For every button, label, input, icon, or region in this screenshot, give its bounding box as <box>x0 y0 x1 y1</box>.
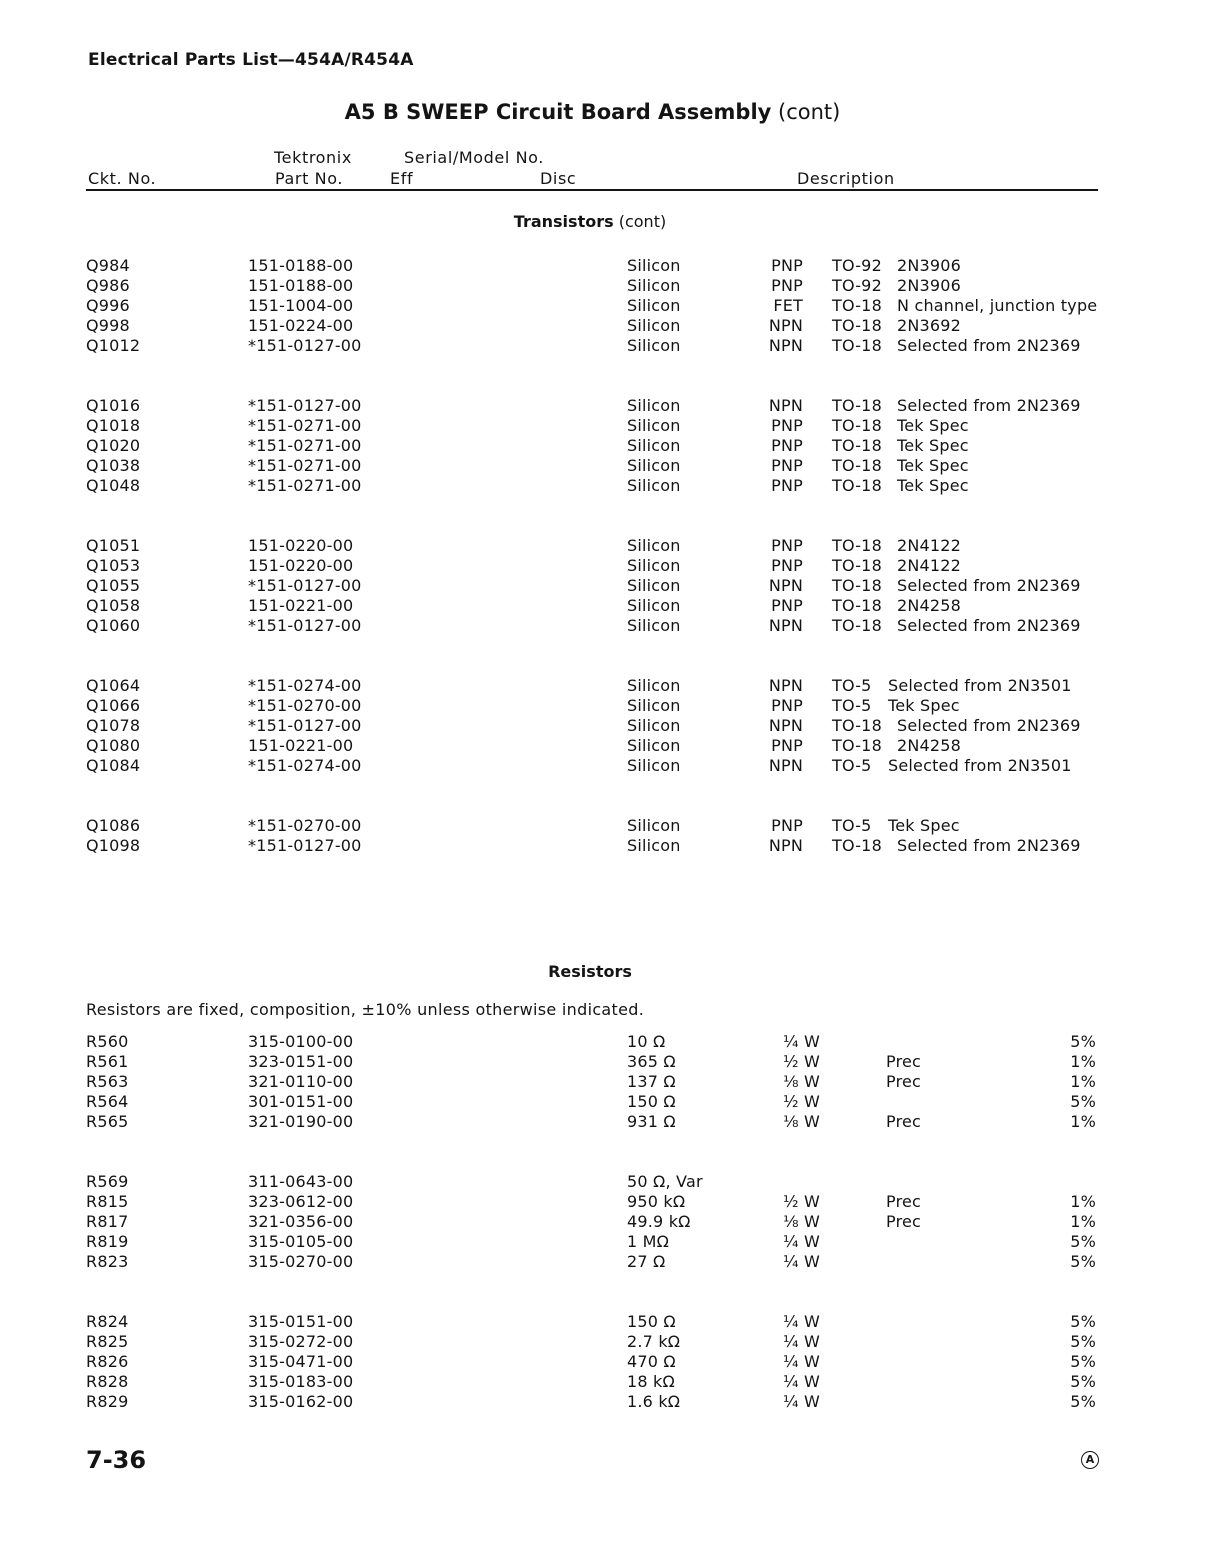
package: TO-18 <box>832 436 882 455</box>
table-row <box>0 1392 1220 1412</box>
ckt-no: R564 <box>86 1092 129 1111</box>
ckt-no: Q1080 <box>86 736 141 755</box>
ckt-no: Q1098 <box>86 836 141 855</box>
material: Silicon <box>627 736 681 755</box>
ckt-no: R565 <box>86 1112 129 1131</box>
part-no: *151-0127-00 <box>248 616 362 635</box>
resistance-value: 1.6 kΩ <box>627 1392 681 1411</box>
material: Silicon <box>627 596 681 615</box>
tolerance: 5% <box>1070 1252 1096 1271</box>
power-rating: ¼ W <box>783 1232 821 1251</box>
table-row <box>0 536 1220 556</box>
power-rating: ⅛ W <box>783 1112 821 1131</box>
table-row <box>0 256 1220 276</box>
ckt-no: Q1012 <box>86 336 141 355</box>
material: Silicon <box>627 676 681 695</box>
material: Silicon <box>627 696 681 715</box>
table-row <box>0 336 1220 356</box>
table-row <box>0 1192 1220 1212</box>
package: TO-18 <box>832 576 882 595</box>
ckt-no: Q1058 <box>86 596 141 615</box>
title-main: A5 B SWEEP Circuit Board Assembly <box>344 100 772 124</box>
part-no: 301-0151-00 <box>248 1092 354 1111</box>
table-row <box>0 1092 1220 1112</box>
ckt-no: Q1016 <box>86 396 141 415</box>
ckt-no: R569 <box>86 1172 129 1191</box>
resistance-value: 10 Ω <box>627 1032 666 1051</box>
part-no: *151-0127-00 <box>248 576 362 595</box>
package: TO-18 <box>832 396 882 415</box>
material: Silicon <box>627 396 681 415</box>
polarity: PNP <box>771 696 803 715</box>
col-header-description: Description <box>797 169 895 188</box>
description: 2N4122 <box>897 536 962 555</box>
description: Selected from 2N2369 <box>897 616 1081 635</box>
table-row <box>0 676 1220 696</box>
revision-mark-icon: A <box>1081 1451 1099 1469</box>
table-row <box>0 816 1220 836</box>
table-row <box>0 436 1220 456</box>
table-row <box>0 836 1220 856</box>
ckt-no: R823 <box>86 1252 129 1271</box>
ckt-no: Q1048 <box>86 476 141 495</box>
part-no: 321-0110-00 <box>248 1072 354 1091</box>
col-header-part-no: Part No. <box>275 169 344 188</box>
material: Silicon <box>627 256 681 275</box>
ckt-no: Q1064 <box>86 676 141 695</box>
part-no: 311-0643-00 <box>248 1172 354 1191</box>
table-row <box>0 396 1220 416</box>
polarity: PNP <box>771 596 803 615</box>
section-heading-transistors <box>0 212 1180 231</box>
polarity: PNP <box>771 816 803 835</box>
ckt-no: R829 <box>86 1392 129 1411</box>
package: TO-92 <box>832 256 882 275</box>
table-row <box>0 416 1220 436</box>
ckt-no: Q984 <box>86 256 130 275</box>
part-no: *151-0271-00 <box>248 436 362 455</box>
table-row <box>0 616 1220 636</box>
description: Tek Spec <box>897 456 969 475</box>
power-rating: ¼ W <box>783 1332 821 1351</box>
part-no: *151-0127-00 <box>248 836 362 855</box>
tolerance: 5% <box>1070 1352 1096 1371</box>
part-no: *151-0274-00 <box>248 676 362 695</box>
polarity: NPN <box>768 716 803 735</box>
package: TO-18 <box>832 836 882 855</box>
resistors-note: Resistors are fixed, composition, ±10% unless otherwise indicated. <box>86 1000 645 1019</box>
tolerance: 1% <box>1070 1192 1096 1211</box>
table-row <box>0 556 1220 576</box>
ckt-no: R824 <box>86 1312 129 1331</box>
material: Silicon <box>627 716 681 735</box>
part-no: 151-0188-00 <box>248 276 354 295</box>
polarity: PNP <box>771 276 803 295</box>
part-no: *151-0271-00 <box>248 476 362 495</box>
description: Selected from 2N2369 <box>897 336 1081 355</box>
ckt-no: R828 <box>86 1372 129 1391</box>
material: Silicon <box>627 756 681 775</box>
ckt-no: Q1020 <box>86 436 141 455</box>
tolerance: 1% <box>1070 1052 1096 1071</box>
package: TO-18 <box>832 416 882 435</box>
ckt-no: Q1086 <box>86 816 141 835</box>
polarity: PNP <box>771 476 803 495</box>
ckt-no: Q1018 <box>86 416 141 435</box>
description: Tek Spec <box>888 816 960 835</box>
tolerance: 5% <box>1070 1372 1096 1391</box>
precision: Prec <box>886 1052 922 1071</box>
polarity: PNP <box>771 256 803 275</box>
ckt-no: Q998 <box>86 316 130 335</box>
package: TO-5 <box>832 676 872 695</box>
ckt-no: Q1060 <box>86 616 141 635</box>
part-no: 323-0151-00 <box>248 1052 354 1071</box>
ckt-no: R826 <box>86 1352 129 1371</box>
table-row <box>0 1252 1220 1272</box>
resistance-value: 50 Ω, Var <box>627 1172 703 1191</box>
material: Silicon <box>627 576 681 595</box>
package: TO-18 <box>832 736 882 755</box>
description: Tek Spec <box>897 436 969 455</box>
polarity: NPN <box>768 836 803 855</box>
part-no: *151-0271-00 <box>248 456 362 475</box>
material: Silicon <box>627 436 681 455</box>
description: Tek Spec <box>897 416 969 435</box>
package: TO-18 <box>832 596 882 615</box>
package: TO-18 <box>832 316 882 335</box>
part-no: 315-0105-00 <box>248 1232 354 1251</box>
ckt-no: R561 <box>86 1052 129 1071</box>
package: TO-18 <box>832 716 882 735</box>
power-rating: ¼ W <box>783 1392 821 1411</box>
transistors-heading: Transistors <box>513 212 614 231</box>
header-rule <box>86 189 1098 191</box>
package: TO-5 <box>832 816 872 835</box>
description: 2N3692 <box>897 316 962 335</box>
part-no: 315-0183-00 <box>248 1372 354 1391</box>
package: TO-18 <box>832 616 882 635</box>
polarity: PNP <box>771 536 803 555</box>
part-no: 151-0220-00 <box>248 556 354 575</box>
package: TO-18 <box>832 476 882 495</box>
power-rating: ½ W <box>783 1052 821 1071</box>
part-no: *151-0127-00 <box>248 336 362 355</box>
polarity: FET <box>773 296 803 315</box>
description: Selected from 2N2369 <box>897 716 1081 735</box>
description: Selected from 2N2369 <box>897 396 1081 415</box>
precision: Prec <box>886 1112 922 1131</box>
resistance-value: 931 Ω <box>627 1112 676 1131</box>
table-row <box>0 1172 1220 1192</box>
ckt-no: R563 <box>86 1072 129 1091</box>
resistance-value: 365 Ω <box>627 1052 676 1071</box>
resistance-value: 950 kΩ <box>627 1192 686 1211</box>
material: Silicon <box>627 836 681 855</box>
table-row <box>0 1332 1220 1352</box>
polarity: PNP <box>771 456 803 475</box>
ckt-no: R560 <box>86 1032 129 1051</box>
power-rating: ¼ W <box>783 1032 821 1051</box>
description: N channel, junction type <box>897 296 1098 315</box>
part-no: *151-0274-00 <box>248 756 362 775</box>
polarity: PNP <box>771 556 803 575</box>
col-header-disc: Disc <box>540 169 577 188</box>
ckt-no: Q986 <box>86 276 130 295</box>
transistors-heading-suffix: (cont) <box>618 212 667 231</box>
polarity: NPN <box>768 396 803 415</box>
ckt-no: Q996 <box>86 296 130 315</box>
polarity: NPN <box>768 676 803 695</box>
part-no: 321-0190-00 <box>248 1112 354 1131</box>
polarity: PNP <box>771 416 803 435</box>
ckt-no: Q1066 <box>86 696 141 715</box>
description: Selected from 2N3501 <box>888 676 1072 695</box>
material: Silicon <box>627 476 681 495</box>
ckt-no: Q1053 <box>86 556 141 575</box>
precision: Prec <box>886 1212 922 1231</box>
table-row <box>0 476 1220 496</box>
tolerance: 5% <box>1070 1232 1096 1251</box>
polarity: NPN <box>768 336 803 355</box>
description: 2N4258 <box>897 736 962 755</box>
col-header-serial-model: Serial/Model No. <box>404 148 544 167</box>
ckt-no: Q1055 <box>86 576 141 595</box>
part-no: 315-0270-00 <box>248 1252 354 1271</box>
resistance-value: 2.7 kΩ <box>627 1332 681 1351</box>
material: Silicon <box>627 456 681 475</box>
table-row <box>0 1352 1220 1372</box>
material: Silicon <box>627 616 681 635</box>
material: Silicon <box>627 296 681 315</box>
part-no: 151-0221-00 <box>248 736 354 755</box>
part-no: 315-0471-00 <box>248 1352 354 1371</box>
section-heading-resistors <box>0 962 1180 981</box>
package: TO-18 <box>832 556 882 575</box>
tolerance: 1% <box>1070 1112 1096 1131</box>
part-no: *151-0271-00 <box>248 416 362 435</box>
power-rating: ⅛ W <box>783 1212 821 1231</box>
resistance-value: 49.9 kΩ <box>627 1212 691 1231</box>
part-no: 151-1004-00 <box>248 296 354 315</box>
resistance-value: 27 Ω <box>627 1252 666 1271</box>
page-title <box>0 100 1185 124</box>
package: TO-5 <box>832 756 872 775</box>
part-no: 315-0100-00 <box>248 1032 354 1051</box>
power-rating: ¼ W <box>783 1312 821 1331</box>
description: 2N3906 <box>897 276 962 295</box>
part-no: 151-0224-00 <box>248 316 354 335</box>
polarity: PNP <box>771 736 803 755</box>
table-row <box>0 576 1220 596</box>
resistance-value: 137 Ω <box>627 1072 676 1091</box>
col-header-tektronix: Tektronix <box>274 148 352 167</box>
ckt-no: R817 <box>86 1212 129 1231</box>
package: TO-18 <box>832 336 882 355</box>
table-row <box>0 756 1220 776</box>
power-rating: ¼ W <box>783 1372 821 1391</box>
part-no: *151-0127-00 <box>248 716 362 735</box>
table-row <box>0 596 1220 616</box>
part-no: 151-0188-00 <box>248 256 354 275</box>
material: Silicon <box>627 536 681 555</box>
description: Tek Spec <box>888 696 960 715</box>
col-header-ckt-no: Ckt. No. <box>88 169 157 188</box>
polarity: NPN <box>768 316 803 335</box>
page-number: 7-36 <box>86 1446 147 1474</box>
table-row <box>0 456 1220 476</box>
material: Silicon <box>627 556 681 575</box>
package: TO-92 <box>832 276 882 295</box>
title-suffix: (cont) <box>778 100 841 124</box>
polarity: PNP <box>771 436 803 455</box>
power-rating: ½ W <box>783 1192 821 1211</box>
ckt-no: R819 <box>86 1232 129 1251</box>
part-no: *151-0127-00 <box>248 396 362 415</box>
package: TO-5 <box>832 696 872 715</box>
part-no: *151-0270-00 <box>248 816 362 835</box>
part-no: 315-0151-00 <box>248 1312 354 1331</box>
col-header-eff: Eff <box>390 169 414 188</box>
power-rating: ¼ W <box>783 1252 821 1271</box>
part-no: 315-0272-00 <box>248 1332 354 1351</box>
description: Selected from 2N3501 <box>888 756 1072 775</box>
ckt-no: Q1078 <box>86 716 141 735</box>
precision: Prec <box>886 1192 922 1211</box>
table-row <box>0 1112 1220 1132</box>
package: TO-18 <box>832 536 882 555</box>
table-row <box>0 1032 1220 1052</box>
table-row <box>0 296 1220 316</box>
table-row <box>0 1072 1220 1092</box>
resistors-heading: Resistors <box>548 962 632 981</box>
resistance-value: 18 kΩ <box>627 1372 675 1391</box>
running-head: Electrical Parts List—454A/R454A <box>88 50 414 70</box>
description: Tek Spec <box>897 476 969 495</box>
table-row <box>0 1212 1220 1232</box>
precision: Prec <box>886 1072 922 1091</box>
material: Silicon <box>627 336 681 355</box>
part-no: *151-0270-00 <box>248 696 362 715</box>
table-row <box>0 1232 1220 1252</box>
part-no: 321-0356-00 <box>248 1212 354 1231</box>
material: Silicon <box>627 816 681 835</box>
part-no: 315-0162-00 <box>248 1392 354 1411</box>
resistance-value: 470 Ω <box>627 1352 676 1371</box>
material: Silicon <box>627 316 681 335</box>
tolerance: 5% <box>1070 1392 1096 1411</box>
table-row <box>0 716 1220 736</box>
description: Selected from 2N2369 <box>897 576 1081 595</box>
table-row <box>0 736 1220 756</box>
polarity: NPN <box>768 576 803 595</box>
table-row <box>0 1312 1220 1332</box>
tolerance: 5% <box>1070 1312 1096 1331</box>
tolerance: 5% <box>1070 1092 1096 1111</box>
description: 2N4122 <box>897 556 962 575</box>
table-row <box>0 316 1220 336</box>
tolerance: 5% <box>1070 1332 1096 1351</box>
material: Silicon <box>627 276 681 295</box>
table-row <box>0 1052 1220 1072</box>
description: 2N3906 <box>897 256 962 275</box>
description: 2N4258 <box>897 596 962 615</box>
resistance-value: 150 Ω <box>627 1092 676 1111</box>
table-row <box>0 1372 1220 1392</box>
material: Silicon <box>627 416 681 435</box>
description: Selected from 2N2369 <box>897 836 1081 855</box>
tolerance: 1% <box>1070 1212 1096 1231</box>
power-rating: ⅛ W <box>783 1072 821 1091</box>
resistance-value: 1 MΩ <box>627 1232 670 1251</box>
package: TO-18 <box>832 456 882 475</box>
ckt-no: R815 <box>86 1192 129 1211</box>
ckt-no: Q1038 <box>86 456 141 475</box>
ckt-no: Q1084 <box>86 756 141 775</box>
table-row <box>0 276 1220 296</box>
power-rating: ¼ W <box>783 1352 821 1371</box>
polarity: NPN <box>768 616 803 635</box>
polarity: NPN <box>768 756 803 775</box>
resistance-value: 150 Ω <box>627 1312 676 1331</box>
ckt-no: R825 <box>86 1332 129 1351</box>
table-row <box>0 696 1220 716</box>
ckt-no: Q1051 <box>86 536 141 555</box>
part-no: 151-0220-00 <box>248 536 354 555</box>
tolerance: 5% <box>1070 1032 1096 1051</box>
package: TO-18 <box>832 296 882 315</box>
tolerance: 1% <box>1070 1072 1096 1091</box>
part-no: 323-0612-00 <box>248 1192 354 1211</box>
part-no: 151-0221-00 <box>248 596 354 615</box>
power-rating: ½ W <box>783 1092 821 1111</box>
